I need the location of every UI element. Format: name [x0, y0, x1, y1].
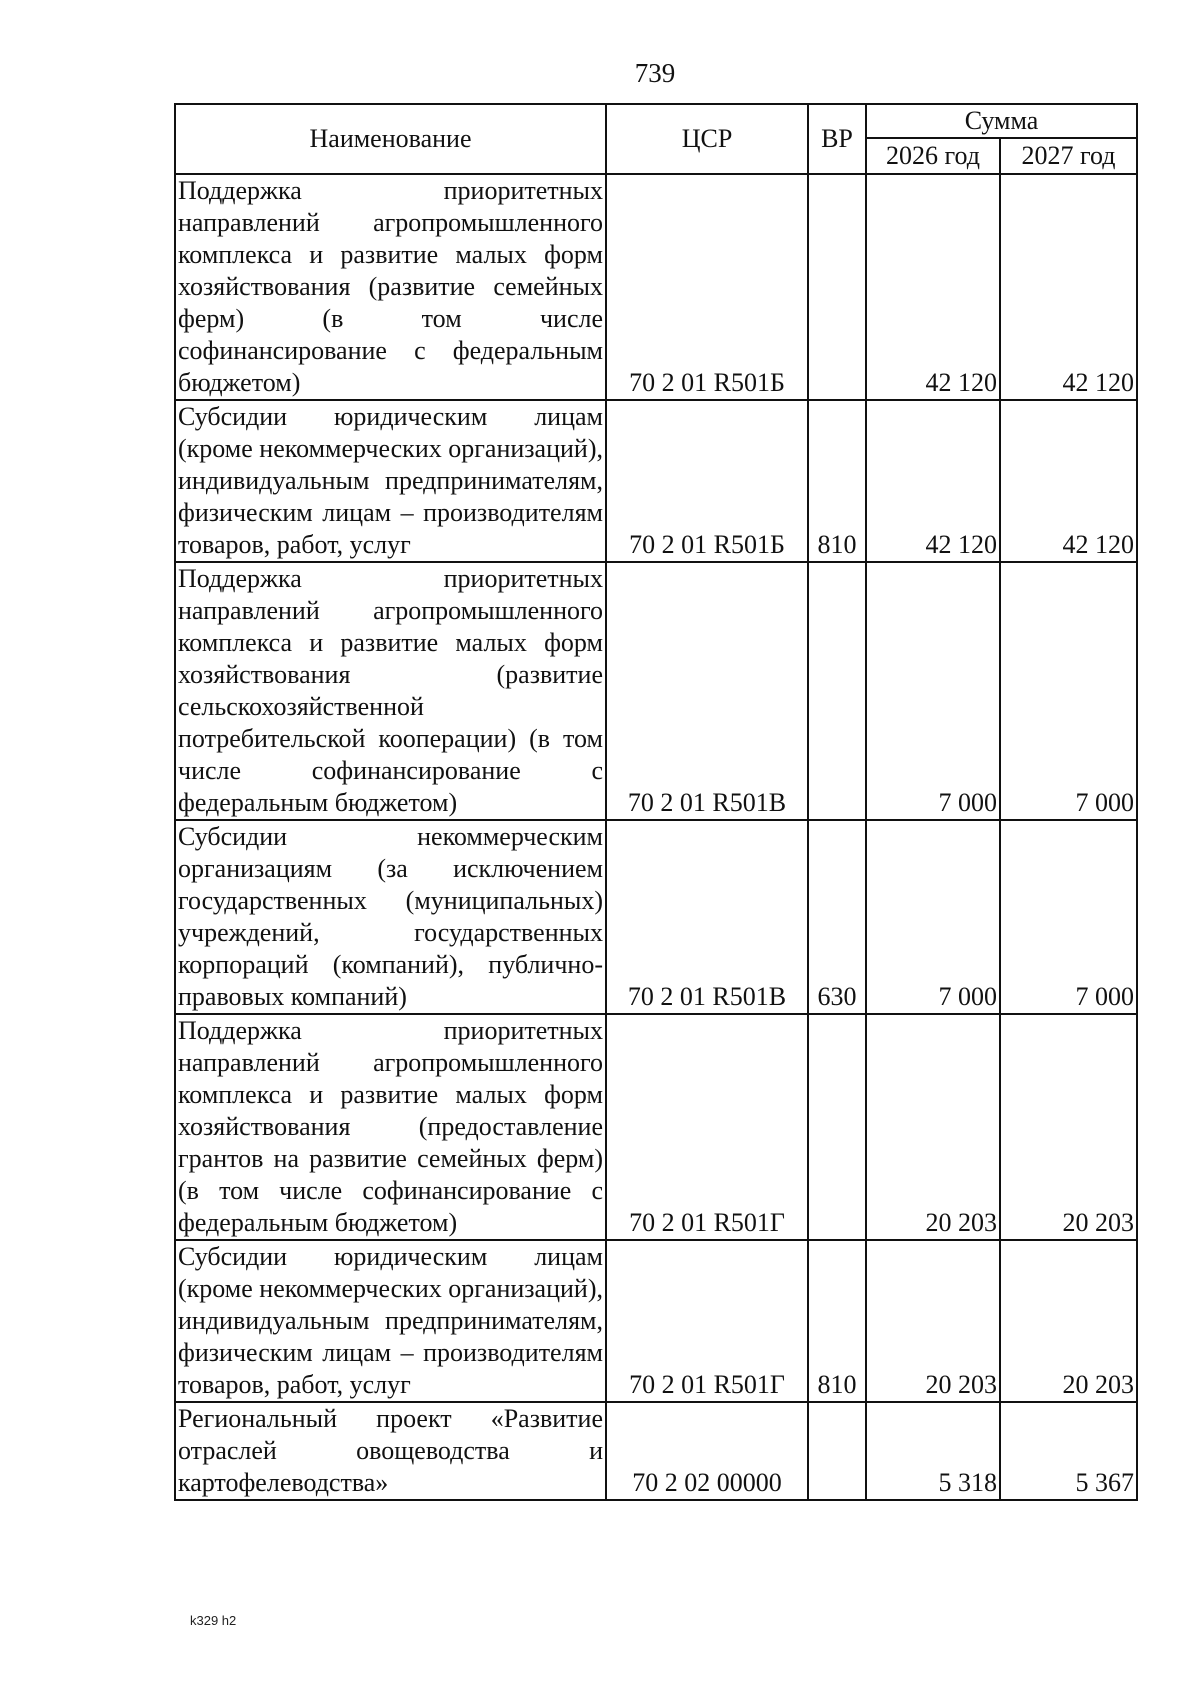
- table-header: [175, 104, 1137, 174]
- row-name: Поддержка приоритетных направлений агропромышленного комплекса и развитие малых форм хозяйствования (развитие сельскохозяйственной потребительской кооперации) (в том числе софинансирование с федеральным бюджетом): [175, 562, 606, 820]
- row-sum-2027: 42 120: [1000, 400, 1137, 562]
- page-number: 739: [634, 58, 676, 88]
- row-sum-2026: 7 000: [866, 562, 1000, 820]
- row-sum-2026: 7 000: [866, 820, 1000, 1014]
- row-sum-2027: 20 203: [1000, 1014, 1137, 1240]
- table-row: [175, 174, 1137, 400]
- row-vr: [808, 562, 866, 820]
- row-sum-2026: 20 203: [866, 1240, 1000, 1402]
- row-csr: 70 2 02 00000: [606, 1402, 808, 1500]
- row-csr: 70 2 01 R501В: [606, 562, 808, 820]
- table-row: [175, 562, 1137, 820]
- row-name: Поддержка приоритетных направлений агропромышленного комплекса и развитие малых форм хозяйствования (предоставление грантов на развитие семейных ферм) (в том числе софинансирование с федеральным бюджетом): [175, 1014, 606, 1240]
- row-csr: 70 2 01 R501Б: [606, 400, 808, 562]
- row-vr: [808, 1402, 866, 1500]
- row-sum-2026: 5 318: [866, 1402, 1000, 1500]
- row-vr: [808, 1014, 866, 1240]
- row-sum-2026: 42 120: [866, 400, 1000, 562]
- row-sum-2027: 7 000: [1000, 562, 1137, 820]
- row-name: Поддержка приоритетных направлений агропромышленного комплекса и развитие малых форм хозяйствования (развитие семейных ферм) (в том числе софинансирование с федеральным бюджетом): [175, 174, 606, 400]
- row-csr: 70 2 01 R501Г: [606, 1240, 808, 1402]
- row-name: Субсидии юридическим лицам (кроме некоммерческих организаций), индивидуальным предпринимателям, физическим лицам – производителям товаров, работ, услуг: [175, 1240, 606, 1402]
- table-row: [175, 820, 1137, 1014]
- row-vr: 810: [808, 400, 866, 562]
- row-sum-2027: 20 203: [1000, 1240, 1137, 1402]
- table-row: [175, 400, 1137, 562]
- row-sum-2027: 7 000: [1000, 820, 1137, 1014]
- row-sum-2026: 20 203: [866, 1014, 1000, 1240]
- table-row: [175, 1402, 1137, 1500]
- header-name: Наименование: [175, 104, 606, 174]
- budget-table: [174, 103, 1138, 1501]
- table-row: [175, 1014, 1137, 1240]
- header-sum: Сумма: [866, 104, 1137, 138]
- row-vr: 630: [808, 820, 866, 1014]
- header-year-2027: 2027 год: [1000, 138, 1137, 174]
- row-vr: [808, 174, 866, 400]
- row-sum-2027: 5 367: [1000, 1402, 1137, 1500]
- header-vr: ВР: [808, 104, 866, 174]
- footer-code: k329 h2: [190, 1613, 237, 1628]
- header-csr: ЦСР: [606, 104, 808, 174]
- row-name: Субсидии юридическим лицам (кроме некоммерческих организаций), индивидуальным предпринимателям, физическим лицам – производителям товаров, работ, услуг: [175, 400, 606, 562]
- row-sum-2027: 42 120: [1000, 174, 1137, 400]
- row-vr: 810: [808, 1240, 866, 1402]
- row-csr: 70 2 01 R501В: [606, 820, 808, 1014]
- row-csr: 70 2 01 R501Г: [606, 1014, 808, 1240]
- row-name: Региональный проект «Развитие отраслей овощеводства и картофелеводства»: [175, 1402, 606, 1500]
- row-name: Субсидии некоммерческим организациям (за исключением государственных (муниципальных) учреждений, государственных корпораций (компаний), публично-правовых компаний): [175, 820, 606, 1014]
- table-row: [175, 1240, 1137, 1402]
- header-year-2026: 2026 год: [866, 138, 1000, 174]
- row-csr: 70 2 01 R501Б: [606, 174, 808, 400]
- row-sum-2026: 42 120: [866, 174, 1000, 400]
